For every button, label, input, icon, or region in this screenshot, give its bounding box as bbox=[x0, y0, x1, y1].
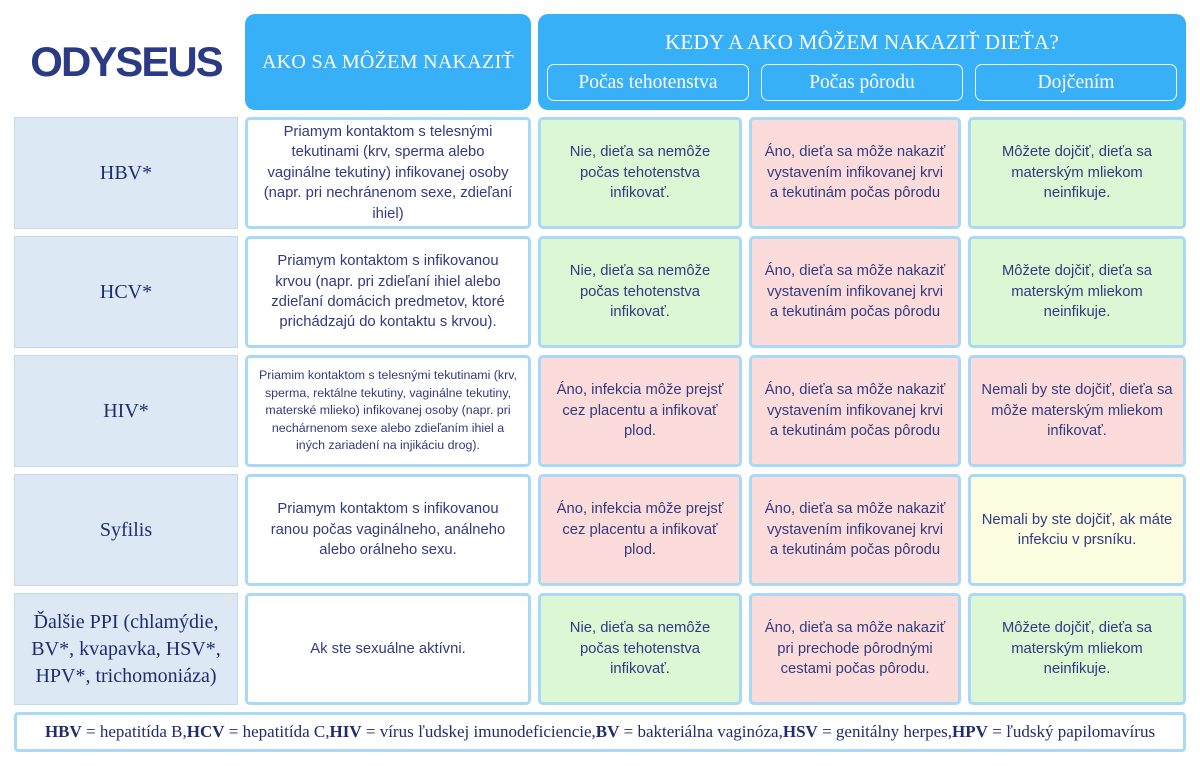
cell-dalsie-ppi-pregnancy: Nie, dieťa sa nemôže počas tehotenstva infikovať. bbox=[538, 593, 742, 705]
legend-item: HIV = vírus ľudskej imunodeficiencie, bbox=[329, 722, 596, 741]
cell-dalsie-ppi-birth: Áno, dieťa sa môže nakaziť pri prechode pôrodnými cestami počas pôrodu. bbox=[749, 593, 961, 705]
legend-item: HBV = hepatitída B, bbox=[44, 722, 187, 741]
cell-hcv-pregnancy: Nie, dieťa sa nemôže počas tehotenstva infikovať. bbox=[538, 236, 742, 348]
header-how-infected bbox=[245, 14, 531, 110]
cell-hiv-birth: Áno, dieťa sa môže nakaziť vystavením infikovanej krvi a tekutinám počas pôrodu bbox=[749, 355, 961, 467]
legend-item: HSV = genitálny herpes, bbox=[782, 722, 953, 741]
header-how-infected-label: AKO SA MÔŽEM NAKAZIŤ bbox=[261, 50, 515, 73]
cell-hbv-pregnancy: Nie, dieťa sa nemôže počas tehotenstva infikovať. bbox=[538, 117, 742, 229]
row-label-hcv: HCV* bbox=[14, 236, 238, 348]
row-label-dalsie-ppi: Ďalšie PPI (chlamýdie, BV*, kvapavka, HSV*, HPV*, trichomoniáza) bbox=[14, 593, 238, 705]
subheader-birth: Počas pôrodu bbox=[761, 64, 963, 101]
cell-hcv-how: Priamym kontaktom s infikovanou krvou (napr. pri zdieľaní ihiel alebo zdieľaní domácich predmetov, ktoré prichádzajú do kontaktu s krvou). bbox=[245, 236, 531, 348]
legend-item: HPV = ľudský papilomavírus bbox=[952, 722, 1156, 741]
logo bbox=[14, 14, 238, 110]
odyseus-logo-text: ODYSEUS bbox=[30, 38, 222, 85]
row-label-syfilis: Syfilis bbox=[14, 474, 238, 586]
cell-dalsie-ppi-how: Ak ste sexuálne aktívni. bbox=[245, 593, 531, 705]
cell-syfilis-breastfeeding: Nemali by ste dojčiť, ak máte infekciu v prsníku. bbox=[968, 474, 1186, 586]
cell-hcv-breastfeeding: Môžete dojčiť, dieťa sa materským mliekom neinfikuje. bbox=[968, 236, 1186, 348]
header-child-infection bbox=[538, 14, 1186, 110]
cell-hiv-breastfeeding: Nemali by ste dojčiť, dieťa sa môže materským mliekom infikovať. bbox=[968, 355, 1186, 467]
legend-item: BV = bakteriálna vaginóza, bbox=[595, 722, 783, 741]
cell-hbv-breastfeeding: Môžete dojčiť, dieťa sa materským mliekom neinfikuje. bbox=[968, 117, 1186, 229]
cell-hbv-birth: Áno, dieťa sa môže nakaziť vystavením infikovanej krvi a tekutinám počas pôrodu bbox=[749, 117, 961, 229]
row-label-hiv: HIV* bbox=[14, 355, 238, 467]
cell-hcv-birth: Áno, dieťa sa môže nakaziť vystavením infikovanej krvi a tekutinám počas pôrodu bbox=[749, 236, 961, 348]
cell-hbv-how: Priamym kontaktom s telesnými tekutinami (krv, sperma alebo vaginálne tekutiny) infikovanej osoby (napr. pri nechránenom sexe, zdieľaní ihiel) bbox=[245, 117, 531, 229]
subheader-row bbox=[547, 64, 1177, 101]
header-child-infection-title: KEDY A AKO MÔŽEM NAKAZIŤ DIEŤA? bbox=[664, 30, 1060, 54]
subheader-pregnancy: Počas tehotenstva bbox=[547, 64, 749, 101]
subheader-breastfeeding: Dojčením bbox=[975, 64, 1177, 101]
cell-syfilis-pregnancy: Áno, infekcia môže prejsť cez placentu a infikovať plod. bbox=[538, 474, 742, 586]
cell-hiv-how: Priamim kontaktom s telesnými tekutinami (krv, sperma, rektálne tekutiny, vaginálne tekutiny, materské mlieko) infikovanej osoby (napr. pri nechárnenom sexe alebo zdieľaním ihiel a iných zariadení na injikáciu drog). bbox=[245, 355, 531, 467]
cell-dalsie-ppi-breastfeeding: Môžete dojčiť, dieťa sa materským mliekom neinfikuje. bbox=[968, 593, 1186, 705]
legend bbox=[14, 712, 1186, 752]
cell-hiv-pregnancy: Áno, infekcia môže prejsť cez placentu a infikovať plod. bbox=[538, 355, 742, 467]
legend-item: HCV = hepatitída C, bbox=[186, 722, 330, 741]
cell-syfilis-how: Priamym kontaktom s infikovanou ranou počas vaginálneho, análneho alebo orálneho sexu. bbox=[245, 474, 531, 586]
row-label-hbv: HBV* bbox=[14, 117, 238, 229]
cell-syfilis-birth: Áno, dieťa sa môže nakaziť vystavením infikovanej krvi a tekutinám počas pôrodu bbox=[749, 474, 961, 586]
